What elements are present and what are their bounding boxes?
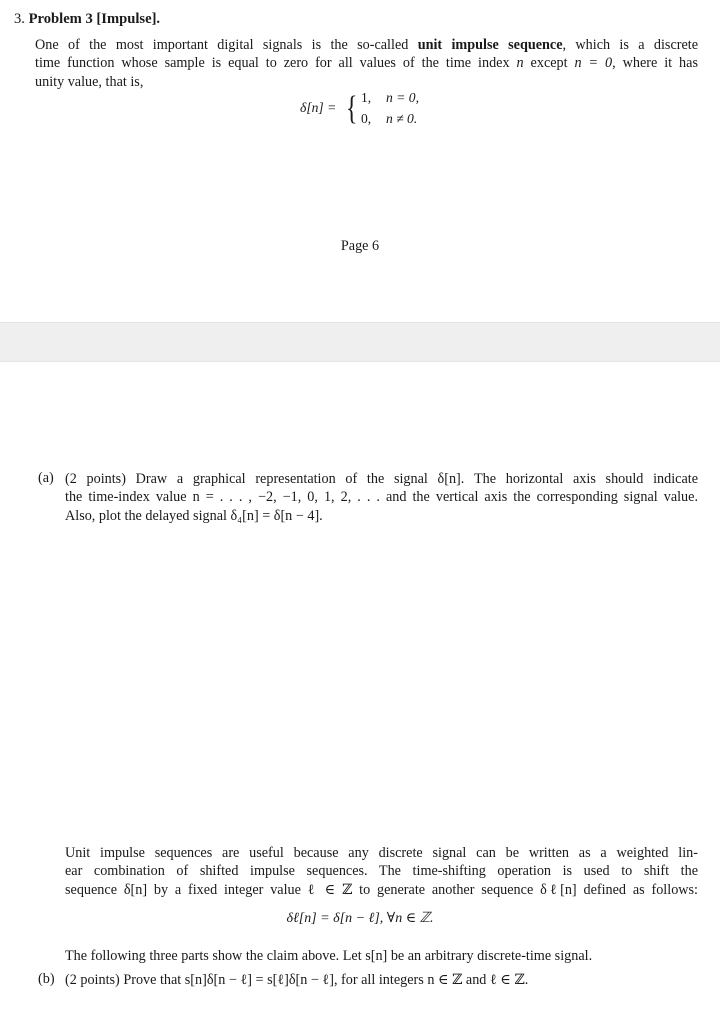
page-footer: Page 6 (340, 238, 380, 254)
intro-line-2: time function whose sample is equal to zero for all values of the time index n except n = 0, where it has (35, 55, 698, 72)
case1-condition: n = 0, (386, 90, 419, 105)
definition-lhs: δ[n] = (300, 100, 337, 115)
page-7 (0, 362, 720, 1014)
curly-brace: { (346, 90, 358, 127)
part-a-line-2: the time-index value n = . . . , −2, −1, 0, 1, 2, . . . and the vertical axis the corresponding signal value. (65, 489, 698, 506)
problem-title: Problem 3 [Impulse]. (28, 11, 161, 27)
problem-intro (35, 36, 698, 91)
shift-line-3: sequence δ[n] by a fixed integer value ℓ ∈ ℤ to generate another sequence δℓ[n] defined as follows: (65, 881, 698, 898)
part-b-label: (b) (38, 971, 55, 987)
part-a-line-1: (2 points) Draw a graphical representation of the signal δ[n]. The horizontal axis should indicate (65, 471, 698, 487)
page-break (0, 322, 720, 362)
shift-equation: δℓ[n] = δ[n − ℓ], ∀n ∈ ℤ. (286, 911, 434, 926)
shift-line-1: Unit impulse sequences are useful because any discrete signal can be written as a weighted lin- (65, 845, 698, 861)
problem-heading (14, 11, 160, 28)
part-a-label: (a) (38, 470, 54, 486)
part-a-text (65, 470, 698, 525)
case2-condition: n ≠ 0. (386, 111, 418, 126)
case2-value: 0, (361, 111, 372, 126)
problem-number: 3. (14, 11, 25, 27)
shift-line-2: ear combination of shifted impulse sequences. The time-shifting operation is used to shift the (65, 863, 698, 880)
intro-line-1: One of the most important digital signals is the so-called unit impulse sequence, which is a discrete (35, 37, 698, 53)
page-6 (0, 0, 720, 322)
shift-explanation (65, 844, 698, 899)
part-a-line-3: Also, plot the delayed signal δ₄[n] = δ[n − 4]. (65, 507, 323, 524)
followup-text: The following three parts show the claim above. Let s[n] be an arbitrary discrete-time signal. (65, 948, 593, 964)
case1-value: 1, (361, 90, 372, 105)
intro-line-3: unity value, that is, (35, 73, 144, 90)
part-b-text: (2 points) Prove that s[n]δ[n − ℓ] = s[ℓ]δ[n − ℓ], for all integers n ∈ ℤ and ℓ ∈ ℤ. (65, 972, 529, 988)
